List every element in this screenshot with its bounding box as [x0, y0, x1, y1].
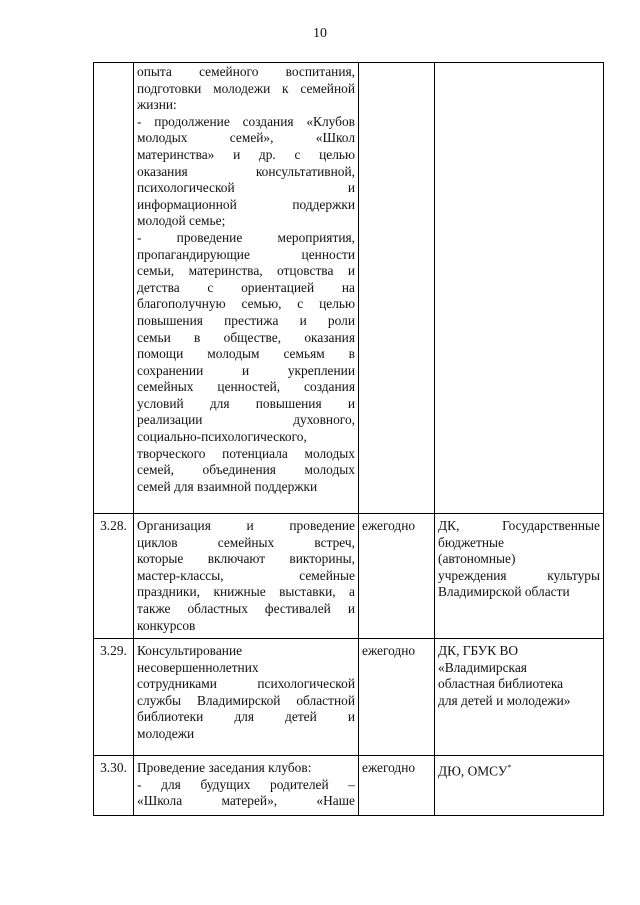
text-line: - проведение мероприятия, [137, 229, 355, 245]
text-line: (автономные) [438, 551, 516, 567]
text-line: которые включают викторины, [137, 551, 355, 567]
table-row [94, 63, 604, 514]
executor-cell [435, 514, 604, 639]
text-line: конкурсов [137, 617, 196, 633]
period-cell: ежегодно [359, 514, 435, 639]
text-line: - продолжение создания «Клубов [137, 113, 355, 129]
text-line: повышения престижа и роли [137, 312, 355, 328]
period-cell [359, 63, 435, 514]
text-line: помощи молодым семьям в [137, 346, 355, 362]
text-line: праздники, книжные выставки, а [137, 584, 355, 600]
text-line: молодежи [137, 725, 195, 741]
text-line: семьи в обществе, оказания [137, 329, 355, 345]
text-line: бюджетные [438, 534, 504, 550]
text-line: молодой семье; [137, 213, 226, 229]
text-line: семей для взаимной поддержки [137, 478, 318, 494]
executor-cell [435, 63, 604, 514]
measure-text [134, 639, 359, 756]
table-row [94, 639, 604, 756]
item-number: 3.29. [94, 639, 134, 756]
text-line: детства с ориентацией на [137, 279, 355, 295]
measure-text [134, 514, 359, 639]
text-line: учреждения культуры [438, 567, 600, 583]
text-line: молодых семей», «Школ [137, 130, 355, 146]
text-line: семей, объединения молодых [137, 462, 355, 478]
period-cell: ежегодно [359, 639, 435, 756]
text-line: творческого потенциала молодых [137, 445, 355, 461]
text-line: также областных фестивалей и [137, 600, 355, 616]
text-line: социально-психологического, [137, 429, 307, 445]
executor-cell [435, 756, 604, 816]
text-line: мастер-классы, семейные [137, 567, 355, 583]
executor-text: ДЮ, ОМСУ [438, 763, 508, 779]
text-line: ДК, ГБУК ВО [438, 643, 519, 658]
text-line: опыта семейного воспитания, [137, 64, 355, 79]
text-line: библиотеки для детей и [137, 709, 355, 725]
text-line: для детей и молодежи» [438, 692, 571, 708]
text-line: информационной поддержки [137, 196, 355, 212]
text-line: условий для повышения и [137, 395, 355, 411]
text-line: психологической и [137, 180, 355, 196]
measure-text [134, 756, 359, 816]
plan-table [93, 62, 604, 816]
text-line: Проведение заседания клубов: [137, 760, 312, 775]
page-number: 10 [313, 26, 327, 41]
text-line: материнства» и др. с целью [137, 146, 355, 162]
text-line: «Владимирская [438, 659, 527, 675]
table-row [94, 514, 604, 639]
text-line: Организация и проведение [137, 518, 355, 533]
text-line: пропагандирующие ценности [137, 246, 355, 262]
text-line: благополучную семью, с целью [137, 296, 355, 312]
executor-cell [435, 639, 604, 756]
text-line: сохранении и укреплении [137, 362, 355, 378]
text-line: областная библиотека [438, 676, 564, 692]
text-line: «Школа матерей», «Наше [137, 793, 355, 809]
text-line: реализации духовного, [137, 412, 355, 428]
period-cell: ежегодно [359, 756, 435, 816]
item-number [94, 63, 134, 514]
text-line: службы Владимирской областной [137, 692, 355, 708]
item-number: 3.30. [94, 756, 134, 816]
text-line: несовершеннолетних [137, 659, 259, 675]
text-line: семьи, материнства, отцовства и [137, 263, 355, 279]
text-line: циклов семейных встреч, [137, 534, 355, 550]
table-row [94, 756, 604, 816]
text-line: сотрудниками психологической [137, 676, 355, 692]
text-line: - для будущих родителей – [137, 776, 355, 792]
item-number: 3.28. [94, 514, 134, 639]
text-line: Владимирской области [438, 584, 570, 600]
text-line: ДК, Государственные [438, 518, 600, 533]
footnote-mark: * [507, 763, 512, 772]
measure-text [134, 63, 359, 514]
text-line: Консультирование [137, 643, 243, 658]
text-line: оказания консультативной, [137, 163, 355, 179]
text-line: семейных ценностей, создания [137, 379, 355, 395]
text-line: жизни: [137, 97, 177, 113]
text-line: подготовки молодежи к семейной [137, 80, 355, 96]
